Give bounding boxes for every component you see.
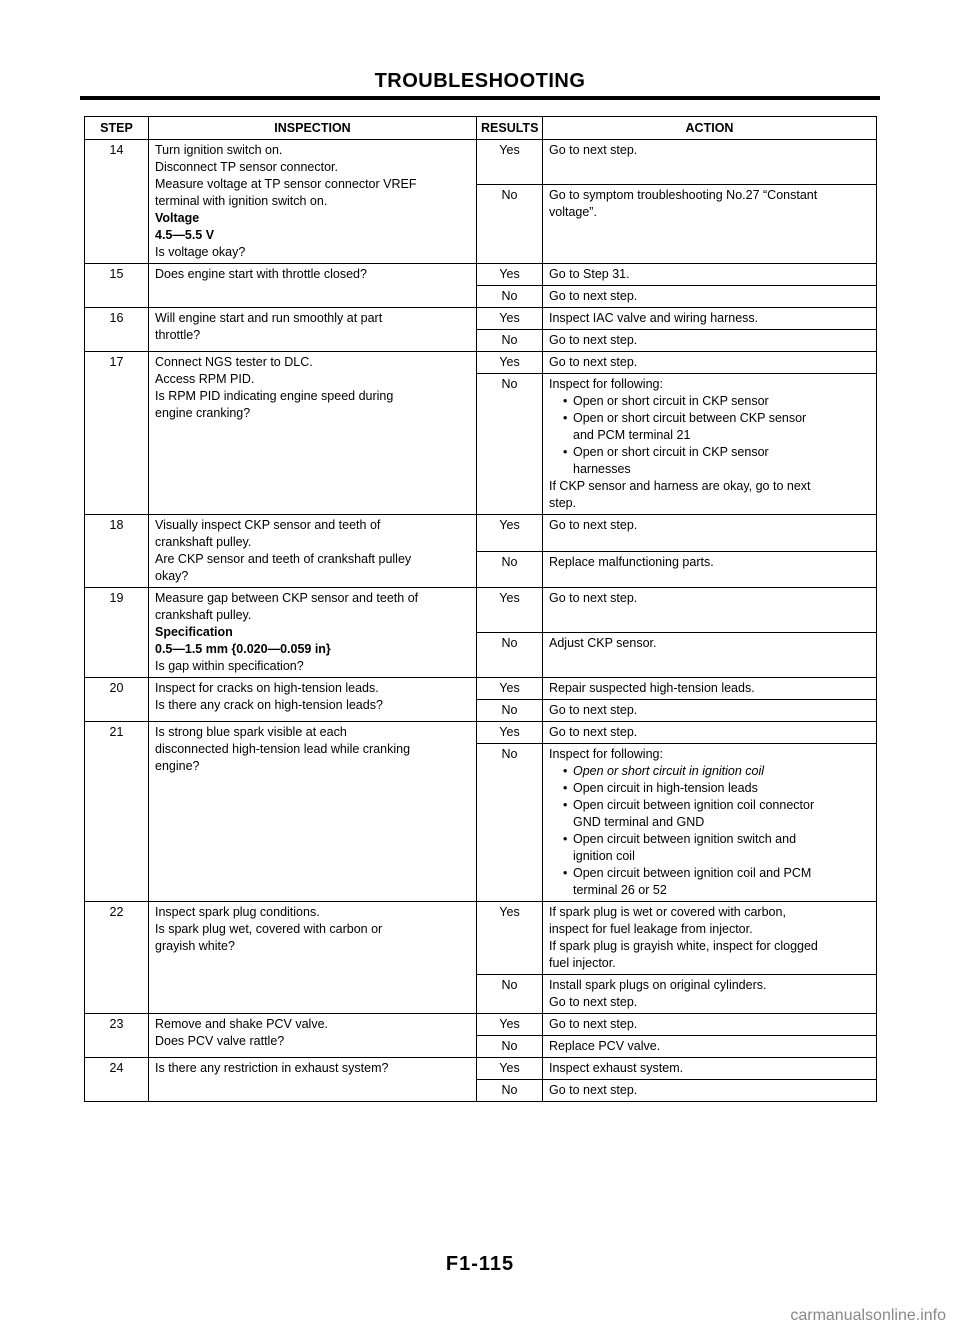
action-line: Go to symptom troubleshooting No.27 “Constant <box>549 187 818 202</box>
bullet-item <box>573 865 870 882</box>
inspection-line: Specification <box>155 625 233 639</box>
action-line: Go to Step 31. <box>549 267 630 281</box>
table-row <box>85 140 877 185</box>
inspection-line: 0.5—1.5 mm {0.020—0.059 in} <box>155 642 331 656</box>
inspection-line: Are CKP sensor and teeth of crankshaft pulley <box>155 552 412 566</box>
page-title: TROUBLESHOOTING <box>374 70 586 92</box>
action-cell <box>543 184 877 263</box>
inspection-line: engine? <box>155 759 200 773</box>
table-row <box>85 678 877 700</box>
action-line: Go to next step. <box>549 518 638 532</box>
step-number: 14 <box>85 140 149 264</box>
table-row <box>85 902 877 975</box>
inspection-cell <box>149 515 477 588</box>
inspection-line: disconnected high-tension lead while cranking <box>155 742 411 756</box>
action-line: Adjust CKP sensor. <box>549 636 657 650</box>
action-cell <box>543 588 877 633</box>
action-line: Replace malfunctioning parts. <box>549 554 714 569</box>
action-line: Repair suspected high-tension leads. <box>549 681 755 695</box>
result-cell: No <box>477 1036 543 1058</box>
inspection-line: 4.5—5.5 V <box>155 228 215 242</box>
bullet-list <box>549 393 870 478</box>
result-cell: No <box>477 286 543 308</box>
action-cell <box>543 975 877 1014</box>
bullet-text: Open or short circuit between CKP sensor <box>573 411 807 425</box>
inspection-line: grayish white? <box>155 939 235 953</box>
bullet-item <box>573 444 870 461</box>
table-row <box>85 1058 877 1080</box>
action-line: Go to next step. <box>549 725 638 739</box>
action-cell <box>543 1058 877 1080</box>
bullet-text: Open or short circuit in CKP sensor <box>573 394 769 408</box>
inspection-line: Is there any crack on high-tension leads? <box>155 698 383 712</box>
bullet-text: Open circuit between ignition coil connector <box>573 798 815 812</box>
inspection-line: crankshaft pulley. <box>155 535 252 549</box>
table-body <box>85 140 877 1102</box>
table-row <box>85 352 877 374</box>
table-row <box>85 264 877 286</box>
action-cell <box>543 633 877 678</box>
action-line: step. <box>549 496 577 510</box>
bullet-continuation: and PCM terminal 21 <box>573 428 691 442</box>
title-rule <box>80 96 880 100</box>
inspection-cell <box>149 1058 477 1102</box>
inspection-line: Does PCV valve rattle? <box>155 1034 285 1048</box>
bullet-text: Open circuit in high-tension leads <box>573 781 758 795</box>
inspection-cell <box>149 140 477 264</box>
table-header-row <box>85 117 877 140</box>
action-cell <box>543 700 877 722</box>
inspection-line: throttle? <box>155 328 201 342</box>
action-cell <box>543 1080 877 1102</box>
action-line: Inspect IAC valve and wiring harness. <box>549 311 759 325</box>
inspection-cell <box>149 308 477 352</box>
action-cell <box>543 722 877 744</box>
bullet-text: Open circuit between ignition switch and <box>573 832 797 846</box>
action-line: Go to next step. <box>549 703 638 717</box>
inspection-line: Does engine start with throttle closed? <box>155 267 367 281</box>
action-cell <box>543 140 877 185</box>
action-line: Inspect exhaust system. <box>549 1061 684 1075</box>
result-cell: Yes <box>477 678 543 700</box>
bullet-continuation: ignition coil <box>573 849 635 863</box>
table-row <box>85 308 877 330</box>
inspection-line: Voltage <box>155 211 200 225</box>
action-line: Go to next step. <box>549 355 638 369</box>
action-cell <box>543 374 877 515</box>
step-number: 19 <box>85 588 149 678</box>
inspection-cell <box>149 588 477 678</box>
inspection-line: okay? <box>155 569 189 583</box>
inspection-line: engine cranking? <box>155 406 251 420</box>
result-cell: No <box>477 551 543 588</box>
action-line: Go to next step. <box>549 591 638 605</box>
result-cell: Yes <box>477 352 543 374</box>
inspection-line: Measure gap between CKP sensor and teeth of <box>155 591 419 605</box>
inspection-line: Inspect for cracks on high-tension leads. <box>155 681 379 695</box>
result-cell: No <box>477 330 543 352</box>
inspection-line: Inspect spark plug conditions. <box>155 905 320 919</box>
action-line: Install spark plugs on original cylinders. <box>549 978 767 992</box>
action-cell <box>543 902 877 975</box>
bullet-text: Open or short circuit in CKP sensor <box>573 445 769 459</box>
column-header-results: RESULTS <box>477 117 543 140</box>
inspection-line: Is voltage okay? <box>155 245 246 259</box>
bullet-text: Open or short circuit in ignition coil <box>573 764 765 778</box>
result-cell: No <box>477 744 543 902</box>
inspection-line: Is gap within specification? <box>155 659 304 673</box>
action-line: Go to next step. <box>549 1083 638 1097</box>
action-cell <box>543 330 877 352</box>
result-cell: Yes <box>477 308 543 330</box>
bullet-item <box>573 831 870 848</box>
result-cell: Yes <box>477 515 543 552</box>
bullet-continuation: GND terminal and GND <box>573 815 705 829</box>
action-line: inspect for fuel leakage from injector. <box>549 922 753 936</box>
step-number: 20 <box>85 678 149 722</box>
table-row <box>85 588 877 633</box>
action-line: If CKP sensor and harness are okay, go to next <box>549 479 811 493</box>
result-cell: Yes <box>477 902 543 975</box>
action-cell <box>543 264 877 286</box>
action-line: If spark plug is wet or covered with carbon, <box>549 905 786 919</box>
inspection-line: Is RPM PID indicating engine speed during <box>155 389 394 403</box>
inspection-line: Turn ignition switch on. <box>155 143 283 157</box>
result-cell: Yes <box>477 1014 543 1036</box>
inspection-line: terminal with ignition switch on. <box>155 194 328 208</box>
bullet-text: Open circuit between ignition coil and PCM <box>573 866 812 880</box>
inspection-line: Is spark plug wet, covered with carbon or <box>155 922 383 936</box>
inspection-cell <box>149 264 477 308</box>
column-header-step: STEP <box>85 117 149 140</box>
action-line: Go to next step. <box>549 1017 638 1031</box>
inspection-line: Visually inspect CKP sensor and teeth of <box>155 518 381 532</box>
action-cell <box>543 1014 877 1036</box>
step-number: 24 <box>85 1058 149 1102</box>
bullet-item <box>573 797 870 814</box>
action-line: fuel injector. <box>549 956 616 970</box>
result-cell: No <box>477 1080 543 1102</box>
bullet-list <box>549 763 870 899</box>
step-number: 22 <box>85 902 149 1014</box>
action-line: If spark plug is grayish white, inspect for clogged <box>549 939 818 953</box>
table-row <box>85 515 877 552</box>
bullet-item <box>573 763 870 780</box>
bullet-item <box>573 410 870 427</box>
action-line: Go to next step. <box>549 143 638 157</box>
step-number: 17 <box>85 352 149 515</box>
inspection-line: Is strong blue spark visible at each <box>155 725 347 739</box>
troubleshooting-table <box>84 116 877 1102</box>
inspection-line: Will engine start and run smoothly at part <box>155 311 383 325</box>
inspection-cell <box>149 902 477 1014</box>
inspection-line: Access RPM PID. <box>155 372 255 386</box>
result-cell: Yes <box>477 1058 543 1080</box>
watermark: carmanualsonline.info <box>790 1307 946 1324</box>
bullet-item <box>573 780 870 797</box>
action-line: voltage”. <box>549 204 597 219</box>
step-number: 16 <box>85 308 149 352</box>
bullet-item <box>573 393 870 410</box>
table-row <box>85 1014 877 1036</box>
result-cell: No <box>477 374 543 515</box>
action-cell <box>543 678 877 700</box>
result-cell: No <box>477 633 543 678</box>
bullet-continuation: terminal 26 or 52 <box>573 883 667 897</box>
action-cell <box>543 551 877 588</box>
inspection-line: Is there any restriction in exhaust system? <box>155 1061 389 1075</box>
inspection-cell <box>149 722 477 902</box>
action-cell <box>543 1036 877 1058</box>
inspection-line: Disconnect TP sensor connector. <box>155 160 338 174</box>
page-number: F1-115 <box>445 1253 515 1275</box>
result-cell: Yes <box>477 264 543 286</box>
step-number: 15 <box>85 264 149 308</box>
action-line: Inspect for following: <box>549 747 663 761</box>
step-number: 21 <box>85 722 149 902</box>
result-cell: No <box>477 700 543 722</box>
action-cell <box>543 308 877 330</box>
action-line: Go to next step. <box>549 289 638 303</box>
step-number: 18 <box>85 515 149 588</box>
column-header-inspection: INSPECTION <box>149 117 477 140</box>
action-line: Go to next step. <box>549 333 638 347</box>
table-row <box>85 722 877 744</box>
result-cell: No <box>477 975 543 1014</box>
action-line: Go to next step. <box>549 995 638 1009</box>
result-cell: Yes <box>477 722 543 744</box>
action-line: Replace PCV valve. <box>549 1039 661 1053</box>
inspection-line: Measure voltage at TP sensor connector VREF <box>155 177 417 191</box>
action-cell <box>543 286 877 308</box>
inspection-cell <box>149 352 477 515</box>
action-cell <box>543 352 877 374</box>
inspection-line: Connect NGS tester to DLC. <box>155 355 313 369</box>
result-cell: Yes <box>477 140 543 185</box>
inspection-cell <box>149 1014 477 1058</box>
result-cell: No <box>477 184 543 263</box>
action-cell <box>543 744 877 902</box>
action-line: Inspect for following: <box>549 377 663 391</box>
inspection-line: Remove and shake PCV valve. <box>155 1017 329 1031</box>
inspection-cell <box>149 678 477 722</box>
result-cell: Yes <box>477 588 543 633</box>
bullet-continuation: harnesses <box>573 462 631 476</box>
column-header-action: ACTION <box>543 117 877 140</box>
inspection-line: crankshaft pulley. <box>155 608 252 622</box>
step-number: 23 <box>85 1014 149 1058</box>
action-cell <box>543 515 877 552</box>
